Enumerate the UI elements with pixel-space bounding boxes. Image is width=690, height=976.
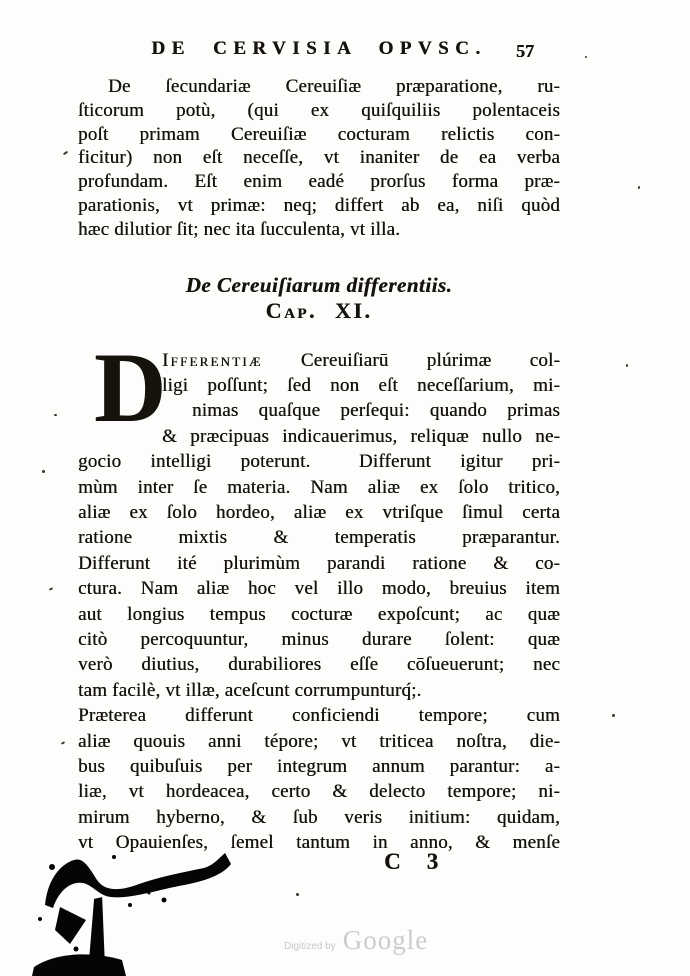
ink-blot bbox=[18, 845, 268, 976]
smallcaps-word: Ifferentiæ bbox=[162, 349, 263, 371]
first-line-rest: Cereuiſiarū plúrimæ col- bbox=[262, 349, 560, 371]
ink-speck bbox=[585, 56, 587, 58]
text-line: mùm inter ſe materia. Nam aliæ ex ſolo tritico, bbox=[78, 476, 560, 498]
text-column bbox=[78, 38, 560, 856]
page-number: 57 bbox=[516, 41, 534, 61]
text-line: ctura. Nam aliæ hoc vel illo modo, breuius item bbox=[78, 578, 560, 600]
digitized-by-label: Digitized by bbox=[284, 941, 336, 952]
paragraph-secondary-beer bbox=[78, 75, 560, 242]
text-line: ſticorum potù, (qui ex quiſquiliis polentaceis bbox=[78, 99, 560, 121]
text-line: poſt primam Cereuiſiæ cocturam relictis con- bbox=[78, 123, 560, 145]
ink-speck bbox=[626, 364, 628, 367]
signature-letter: C bbox=[384, 849, 401, 874]
ink-speck bbox=[638, 186, 640, 189]
text-line: parationis, vt primæ: neq; differt ab ea, niſi quòd bbox=[78, 194, 560, 216]
text-line: liæ, vt hordeacea, certo & delecto tempore; ni- bbox=[78, 781, 560, 803]
text-line: bus quibuſuis per integrum annum parantur: a- bbox=[78, 756, 560, 778]
text-line: verò diutius, durabiliores eſſe cōſueuerunt; nec bbox=[78, 654, 560, 676]
text-line: ficitur) non eſt neceſſe, vt inaniter de ea verba bbox=[78, 147, 560, 169]
paragraph1-lines bbox=[78, 75, 560, 242]
ink-speck bbox=[296, 893, 299, 896]
ink-speck bbox=[61, 741, 65, 745]
text-line: ratione mixtis & temperatis præparantur. bbox=[78, 527, 560, 549]
paragraph2-lines bbox=[78, 373, 560, 856]
text-line: Differunt ité plurimùm parandi ratione & co- bbox=[78, 552, 560, 574]
text-line: aliæ quouis anni tépore; vt triticea noſtra, die- bbox=[78, 730, 560, 752]
text-line: aliæ ex ſolo hordeo, aliæ ex vtriſque ſimul certa bbox=[78, 502, 560, 524]
dropcap-d: D bbox=[94, 331, 167, 443]
google-watermark bbox=[284, 925, 428, 956]
ink-speck bbox=[612, 714, 615, 717]
page-title: DE CERVISIA OPVSC. bbox=[151, 38, 487, 59]
ink-speck bbox=[49, 587, 53, 591]
text-line: citò percoquuntur, minus durare ſolent: quæ bbox=[78, 629, 560, 651]
ink-speck bbox=[54, 414, 57, 416]
text-line: gocio intelligi poterunt. Differunt igitur pri- bbox=[78, 451, 560, 473]
text-line: aut longius tempus cocturæ expoſcunt; ac quæ bbox=[78, 603, 560, 625]
text-line: mirum hyberno, & ſub veris initium: quidam, bbox=[78, 806, 560, 828]
text-line: tam facilè, vt illæ, aceſcunt corrumpunturq́;. bbox=[78, 679, 422, 701]
ink-speck bbox=[42, 470, 45, 473]
signature-number: 3 bbox=[426, 849, 439, 874]
text-line: hæc dilutior ſit; nec ita ſucculenta, vt illa. bbox=[78, 218, 401, 240]
paragraph-differences bbox=[78, 331, 560, 856]
text-line: & præcipuas indicauerimus, reliquæ nullo ne- bbox=[162, 425, 560, 447]
text-line: ligi poſſunt; ſed non eſt neceſſarium, mi- bbox=[162, 374, 560, 396]
chapter-heading: De Cereuiſiarum differentiis. bbox=[185, 272, 453, 297]
text-line: profundam. Eſt enim eadé prorſus forma præ- bbox=[78, 171, 560, 193]
ink-speck bbox=[63, 151, 68, 156]
running-header bbox=[78, 38, 560, 64]
text-line: Præterea differunt conficiendi tempore; cum bbox=[78, 705, 560, 727]
text-line: nimas quaſque perſequi: quando primas bbox=[192, 400, 560, 422]
text-line: De ſecundariæ Cereuiſiæ præparatione, ru- bbox=[108, 76, 560, 97]
signature-mark bbox=[384, 849, 438, 875]
google-logo: Google bbox=[342, 925, 429, 955]
chapter-number: Cap. XI. bbox=[265, 297, 373, 323]
text-line: vt Opauienſes, ſemel tantum in anno, & menſe bbox=[78, 832, 560, 854]
